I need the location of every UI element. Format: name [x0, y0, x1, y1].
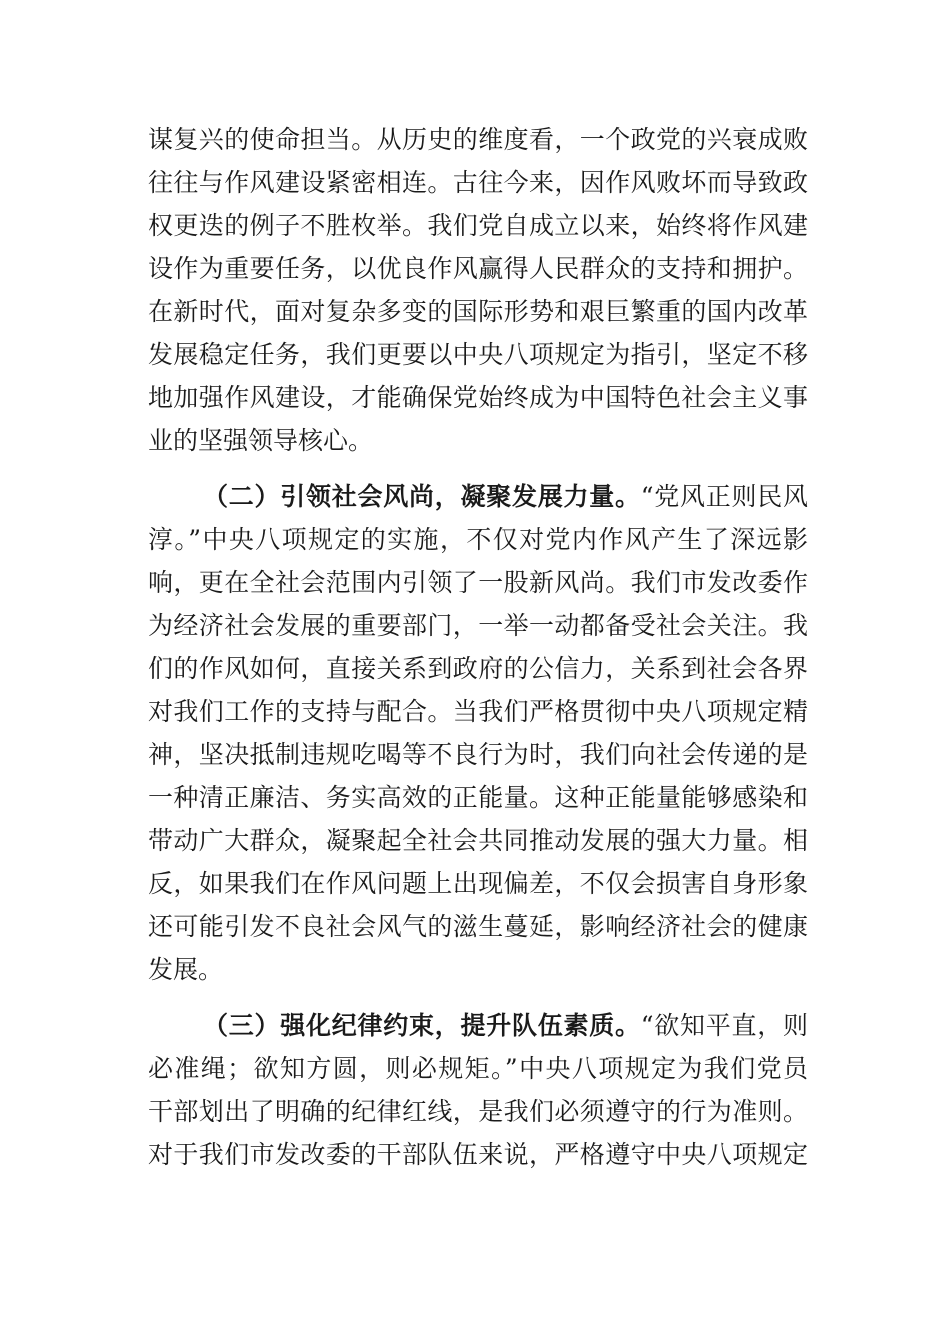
- paragraph-2-line-3: 响，更在全社会范围内引领了一股新风尚。我们市发改委作: [148, 568, 808, 597]
- paragraph-1-line-1: 谋复兴的使命担当。从历史的维度看，一个政党的兴衰成败: [148, 125, 808, 154]
- paragraph-3-line-3: 干部划出了明确的纪律红线，是我们必须遵守的行为准则。: [148, 1097, 808, 1126]
- paragraph-2-line-10: 反，如果我们在作风问题上出现偏差，不仅会损害自身形象: [148, 869, 808, 898]
- paragraph-2-line-4: 为经济社会发展的重要部门，一举一动都备受社会关注。我: [148, 611, 808, 640]
- paragraph-2-first-line: [203, 477, 808, 517]
- paragraph-1-line-6: 发展稳定任务，我们更要以中央八项规定为指引，坚定不移: [148, 340, 808, 369]
- paragraph-3-line-4: 对于我们市发改委的干部队伍来说，严格遵守中央八项规定: [148, 1140, 808, 1169]
- paragraph-2-first-line-text: “党风正则民风: [640, 482, 808, 511]
- section-heading-2: （二）引领社会风尚，凝聚发展力量。: [203, 482, 641, 511]
- paragraph-3-first-line: [203, 1006, 808, 1046]
- paragraph-1-line-5: 在新时代，面对复杂多变的国际形势和艰巨繁重的国内改革: [148, 297, 808, 326]
- paragraph-1-line-8: 业的坚强领导核心。: [148, 426, 374, 455]
- paragraph-1-line-4: 设作为重要任务，以优良作风赢得人民群众的支持和拥护。: [148, 254, 808, 283]
- paragraph-1-line-7: 地加强作风建设，才能确保党始终成为中国特色社会主义事: [148, 383, 808, 412]
- paragraph-2-line-5: 们的作风如何，直接关系到政府的公信力，关系到社会各界: [148, 654, 808, 683]
- paragraph-2-line-6: 对我们工作的支持与配合。当我们严格贯彻中央八项规定精: [148, 697, 808, 726]
- paragraph-1-line-3: 权更迭的例子不胜枚举。我们党自成立以来，始终将作风建: [148, 211, 808, 240]
- paragraph-2-line-2: 淳。”中央八项规定的实施，不仅对党内作风产生了深远影: [148, 525, 808, 554]
- paragraph-2-line-12: 发展。: [148, 955, 224, 984]
- paragraph-1-line-2: 往往与作风建设紧密相连。古往今来，因作风败坏而导致政: [148, 168, 808, 197]
- paragraph-2-line-11: 还可能引发不良社会风气的滋生蔓延，影响经济社会的健康: [148, 912, 808, 941]
- paragraph-3-line-2: 必准绳；欲知方圆，则必规矩。”中央八项规定为我们党员: [148, 1054, 808, 1083]
- paragraph-2-line-8: 一种清正廉洁、务实高效的正能量。这种正能量能够感染和: [148, 783, 808, 812]
- paragraph-2-line-7: 神，坚决抵制违规吃喝等不良行为时，我们向社会传递的是: [148, 740, 808, 769]
- paragraph-2-line-9: 带动广大群众，凝聚起全社会共同推动发展的强大力量。相: [148, 826, 808, 855]
- paragraph-3-first-line-text: “欲知平直，则: [640, 1011, 808, 1040]
- section-heading-3: （三）强化纪律约束，提升队伍素质。: [203, 1011, 641, 1040]
